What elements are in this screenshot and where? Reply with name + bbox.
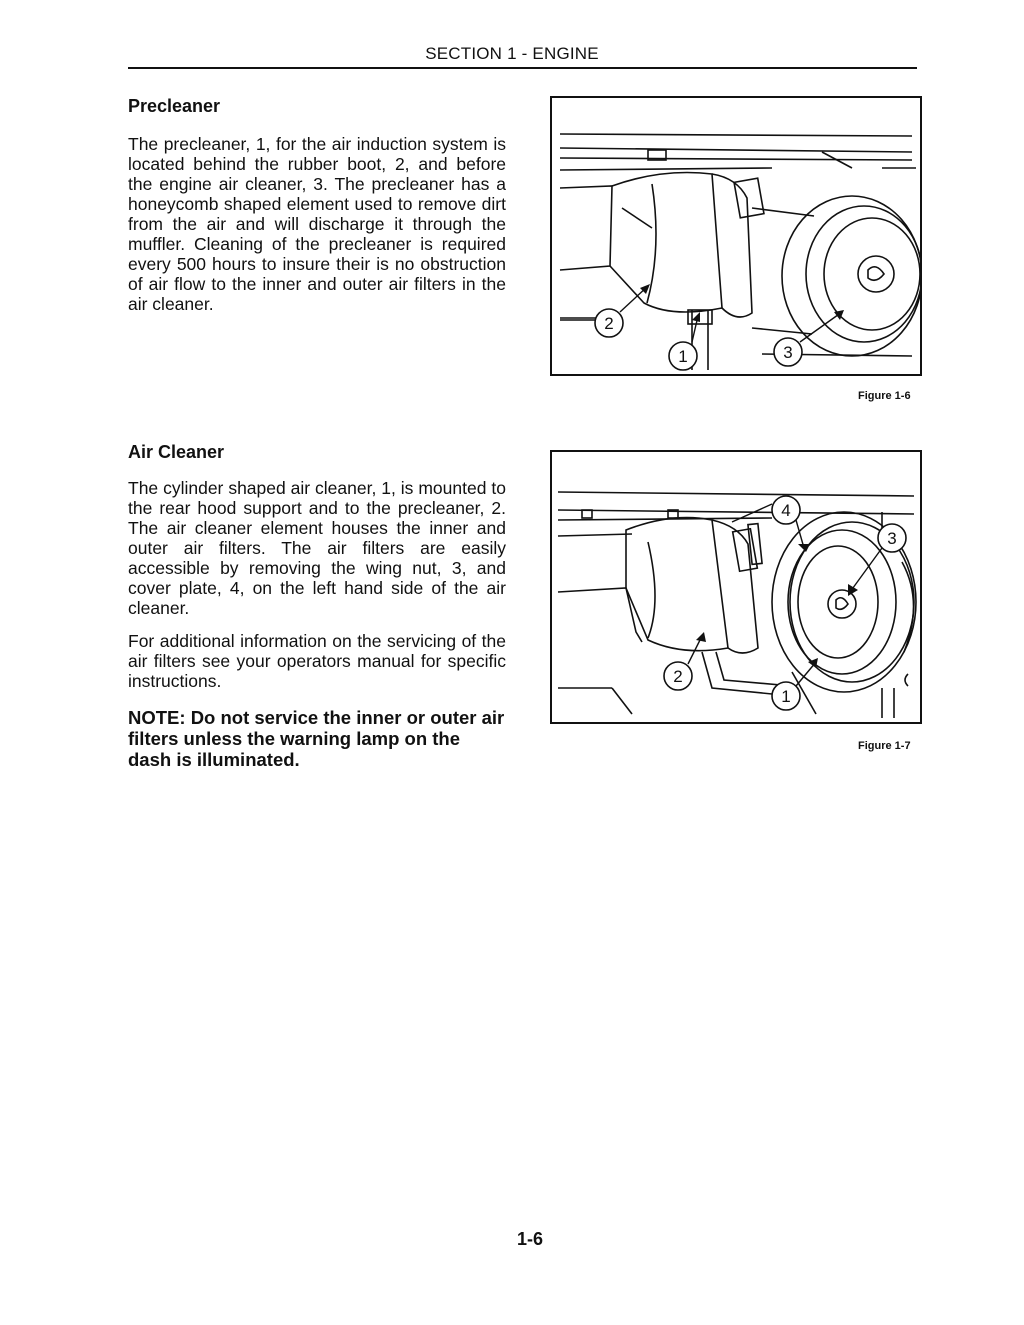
air-cleaner-body-2: For additional information on the servicing of the air filters see your operators manual for specific instructions. <box>128 631 506 691</box>
figure-1-7-callout-1: 1 <box>781 687 791 706</box>
figure-1-7-caption: Figure 1-7 <box>858 740 911 752</box>
air-cleaner-heading: Air Cleaner <box>128 442 225 462</box>
air-cleaner-line-drawing <box>552 452 920 722</box>
figure-1-7-illustration <box>550 450 922 724</box>
figure-1-6-callout-2: 2 <box>604 314 614 333</box>
page-number: 1-6 <box>516 1229 543 1249</box>
air-cleaner-body-1: The cylinder shaped air cleaner, 1, is mounted to the rear hood support and to the precleaner, 2. The air cleaner element houses the inner and outer air filters. The air filters are easily accessible by removing the wing nut, 3, and cover plate, 4, on the left hand side of the air cleaner. <box>128 478 506 618</box>
precleaner-body: The precleaner, 1, for the air induction system is located behind the rubber boot, 2, and before the engine air cleaner, 3. The precleaner has a honeycomb shaped element used to remove dirt from the air and will discharge it through the muffler. Cleaning of the precleaner is required every 500 hours to insure their is no obstruction of air flow to the inner and outer air filters in the air cleaner. <box>128 134 506 314</box>
figure-1-6-caption: Figure 1-6 <box>858 390 911 402</box>
figure-1-7-callout-4: 4 <box>781 501 791 520</box>
figure-1-7-callout-3: 3 <box>887 529 897 548</box>
service-note: NOTE: Do not service the inner or outer air filters unless the warning lamp on the dash is illuminated. <box>128 707 505 770</box>
precleaner-heading: Precleaner <box>128 96 221 116</box>
precleaner-line-drawing <box>552 98 920 374</box>
figure-1-6-callout-1: 1 <box>678 347 688 366</box>
section-header: SECTION 1 - ENGINE <box>425 44 599 63</box>
figure-1-6-callout-3: 3 <box>783 343 793 362</box>
figure-1-6-illustration <box>550 96 922 376</box>
figure-1-7-callout-2: 2 <box>673 667 683 686</box>
header-rule <box>128 67 917 69</box>
